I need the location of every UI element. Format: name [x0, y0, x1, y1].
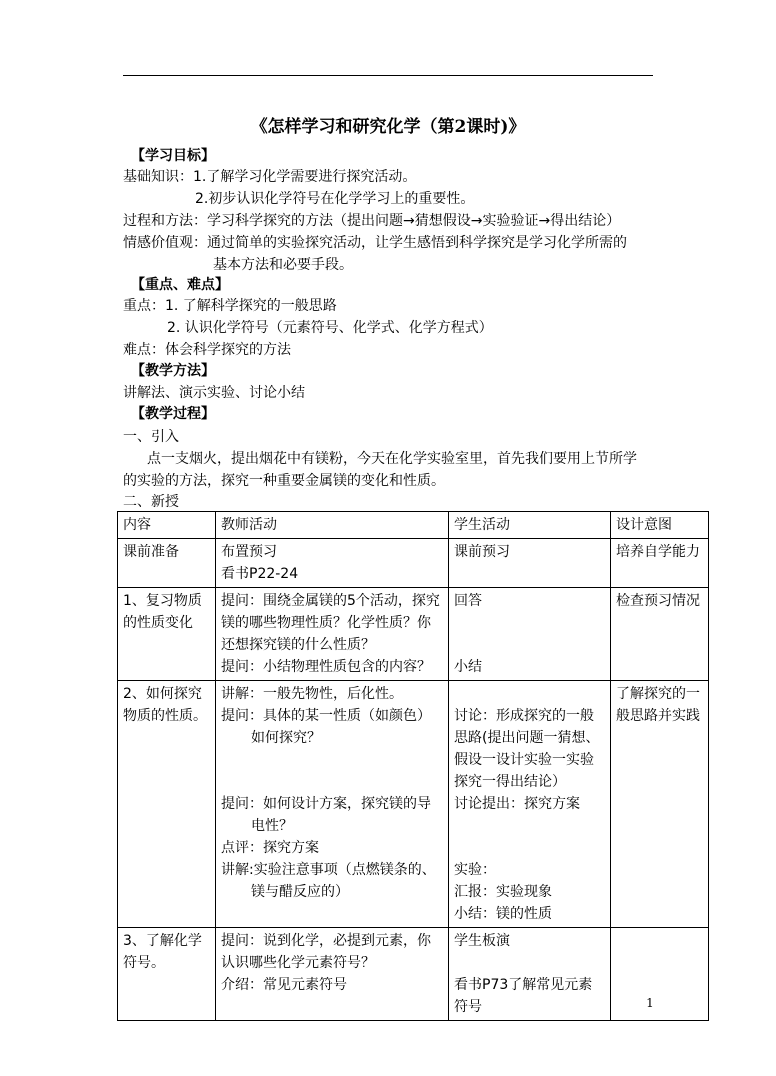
basic-knowledge-2: 2.初步认识化学符号在化学学习上的重要性。 — [195, 191, 475, 207]
header-rule — [123, 75, 653, 76]
intro-line-2: 的实验的方法，探究一种重要金属镁的变化和性质。 — [123, 473, 445, 489]
header-intent: 设计意图 — [611, 512, 709, 539]
table-row — [118, 588, 709, 681]
methods-text: 讲解法、演示实验、讨论小结 — [123, 385, 305, 401]
student-line: 实验： — [454, 862, 496, 878]
header-content: 内容 — [118, 512, 216, 539]
emotion-line-1: 情感价值观：通过简单的实验探究活动，让学生感悟到科学探究是学习化学所需的 — [123, 235, 627, 251]
student-line: 回答 — [454, 593, 482, 609]
method-heading: 【教学方法】 — [131, 363, 215, 379]
row-student — [449, 588, 611, 681]
student-line: 讨论提出：探究方案 — [454, 796, 580, 812]
student-line: 学生板演 — [454, 933, 510, 949]
key-heading: 【重点、难点】 — [131, 277, 229, 293]
student-line: 小结：镁的性质 — [454, 906, 552, 922]
row-teacher — [216, 588, 449, 681]
table-row — [118, 928, 709, 1021]
row-student — [449, 928, 611, 1021]
row-intent: 检查预习情况 — [611, 588, 709, 681]
student-line: 讨论：形成探究的一般思路(提出问题一猜想、假设一设计实验一实验探究一得出结论） — [454, 708, 600, 790]
teacher-line: 提问：如何设计方案，探究镁的导 — [221, 796, 431, 812]
teacher-line: 介绍：常见元素符号 — [221, 977, 347, 993]
page-title: 《怎样学习和研究化学（第2课时)》 — [250, 117, 526, 137]
teacher-line: 提问：小结物理性质包含的内容？ — [221, 659, 431, 675]
student-line: 汇报：实验现象 — [454, 884, 552, 900]
teacher-line: 讲解：一般先物性，后化性。 — [221, 686, 403, 702]
student-line: 课前预习 — [454, 544, 510, 560]
goals-heading: 【学习目标】 — [131, 148, 215, 164]
header-student: 学生活动 — [449, 512, 611, 539]
teacher-line: 如何探究？ — [251, 730, 321, 746]
student-line: 小结 — [454, 659, 482, 675]
difficulty: 难点：体会科学探究的方法 — [123, 342, 291, 358]
lesson-table — [117, 511, 709, 1021]
teacher-line: 提问：具体的某一性质（如颜色） — [221, 708, 431, 724]
teacher-line: 提问：说到化学，必提到元素，你认识哪些化学元素符号？ — [221, 933, 431, 971]
page-number: 1 — [646, 996, 654, 1010]
new-heading: 二、新授 — [123, 494, 179, 510]
row-teacher — [216, 928, 449, 1021]
table-header-row — [118, 512, 709, 539]
teacher-line: 讲解:实验注意事项（点燃镁条的、 — [221, 862, 436, 878]
row-teacher — [216, 681, 449, 928]
process-method: 过程和方法：学习科学探究的方法（提出问题→猜想假设→实验验证→得出结论） — [123, 213, 621, 229]
row-student — [449, 539, 611, 588]
row-intent: 培养自学能力 — [611, 539, 709, 588]
row-content: 3、了解化学符号。 — [118, 928, 216, 1021]
intro-heading: 一、引入 — [123, 429, 179, 445]
teacher-line: 镁与醋反应的） — [251, 884, 349, 900]
basic-knowledge-1: 基础知识：1.了解学习化学需要进行探究活动。 — [123, 169, 417, 185]
key-point-1: 重点：1. 了解科学探究的一般思路 — [123, 298, 337, 314]
student-line: 看书P73了解常见元素符号 — [454, 977, 593, 1015]
header-teacher: 教师活动 — [216, 512, 449, 539]
teacher-line: 提问：围绕金属镁的5个活动，探究镁的哪些物理性质？化学性质？你还想探究镁的什么性质？ — [221, 593, 440, 653]
row-content: 1、复习物质的性质变化 — [118, 588, 216, 681]
intro-line-1: 点一支烟火，提出烟花中有镁粉，今天在化学实验室里，首先我们要用上节所学 — [147, 451, 637, 467]
process-heading: 【教学过程】 — [131, 406, 215, 422]
row-student — [449, 681, 611, 928]
key-point-2: 2. 认识化学符号（元素符号、化学式、化学方程式） — [167, 320, 493, 336]
teacher-line: 电性？ — [251, 818, 293, 834]
row-teacher — [216, 539, 449, 588]
row-content: 课前准备 — [118, 539, 216, 588]
teacher-line: 点评：探究方案 — [221, 840, 319, 856]
teacher-line: 看书P22-24 — [221, 566, 299, 582]
teacher-line: 布置预习 — [221, 544, 277, 560]
row-content: 2、如何探究物质的性质。 — [118, 681, 216, 928]
table-row — [118, 681, 709, 928]
row-intent: 了解探究的一般思路并实践 — [611, 681, 709, 928]
emotion-line-2: 基本方法和必要手段。 — [213, 257, 353, 273]
table-row — [118, 539, 709, 588]
